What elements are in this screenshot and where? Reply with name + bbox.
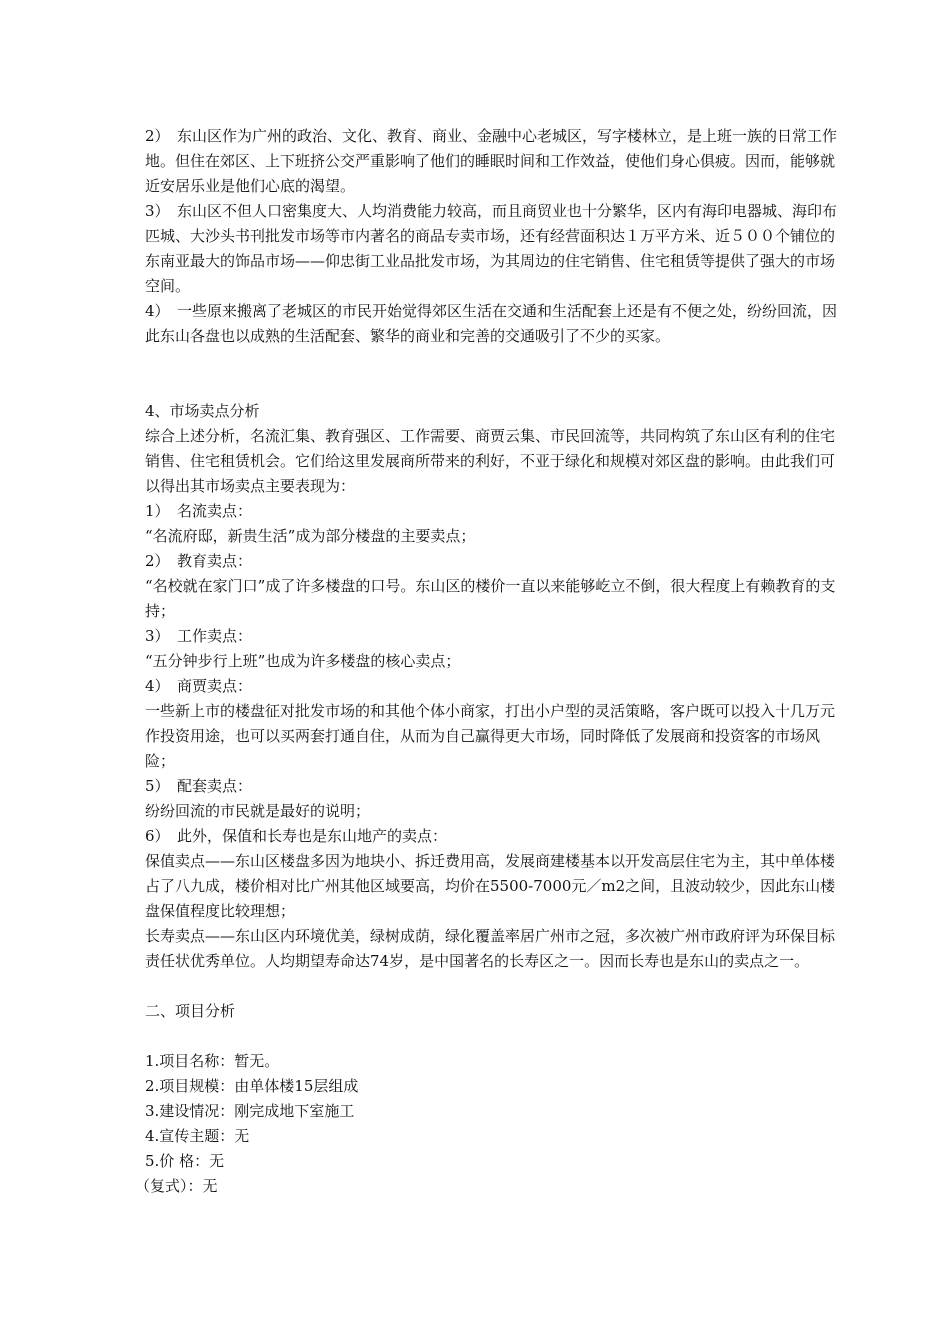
project-item: （复式）：无 — [135, 1177, 218, 1195]
paragraph-point-3: 3） 东山区不但人口密集度大、人均消费能力较高，而且商贸业也十分繁华，区内有海印电器城、海印布匹城、大沙头书刊批发市场等市内著名的商品专卖市场，还有经营面积达１万平方米、近５００个铺位的东南亚最大的饰品市场——仰忠街工业品批发市场，为其周边的住宅销售、住宅租赁等提供了强大的市场空间。 — [145, 202, 838, 295]
selling-point-line: 4） 商贾卖点： — [145, 677, 253, 695]
section-heading-market-selling-points: 4、市场卖点分析 — [145, 402, 260, 420]
paragraph-point-2: 2） 东山区作为广州的政治、文化、教育、商业、金融中心老城区，写字楼林立，是上班一族的日常工作地。但住在郊区、上下班挤公交严重影响了他们的睡眠时间和工作效益，使他们身心俱疲。因而，能够就近安居乐业是他们心底的渴望。 — [145, 127, 838, 195]
spacer — [145, 974, 845, 999]
paragraph-point-4: 4） 一些原来搬离了老城区的市民开始觉得郊区生活在交通和生活配套上还是有不便之处，纷纷回流，因此东山各盘也以成熟的生活配套、繁华的商业和完善的交通吸引了不少的买家。 — [145, 302, 838, 345]
project-item: 3.建设情况：刚完成地下室施工 — [145, 1102, 355, 1120]
selling-point-line: 3） 工作卖点： — [145, 627, 253, 645]
spacer — [145, 349, 845, 399]
project-item: 5.价 格：无 — [145, 1152, 225, 1170]
section-heading-project-analysis: 二、项目分析 — [145, 1002, 236, 1020]
selling-point-line: 2） 教育卖点： — [145, 552, 253, 570]
selling-point-line: “名校就在家门口”成了许多楼盘的口号。东山区的楼价一直以来能够屹立不倒，很大程度上有赖教育的支持； — [145, 577, 836, 620]
spacer — [145, 1024, 845, 1049]
selling-point-line: “名流府邸，新贵生活”成为部分楼盘的主要卖点； — [145, 527, 476, 545]
selling-point-line: 5） 配套卖点： — [145, 777, 253, 795]
selling-point-line: 1） 名流卖点： — [145, 502, 253, 520]
selling-point-line: 纷纷回流的市民就是最好的说明； — [145, 802, 371, 820]
selling-point-line: “五分钟步行上班”也成为许多楼盘的核心卖点； — [145, 652, 461, 670]
project-item: 4.宣传主题：无 — [145, 1127, 250, 1145]
project-item: 2.项目规模：由单体楼15层组成 — [145, 1077, 359, 1095]
project-item: 1.项目名称：暂无。 — [145, 1052, 280, 1070]
selling-point-line: 保值卖点——东山区楼盘多因为地块小、拆迁费用高，发展商建楼基本以开发高层住宅为主，其中单体楼占了八九成，楼价相对比广州其他区域要高，均价在5500-7000元／m2之间，且波动较少，因此东山楼盘保值程度比较理想； — [145, 852, 836, 920]
selling-point-line: 一些新上市的楼盘征对批发市场的和其他个体小商家，打出小户型的灵活策略，客户既可以投入十几万元作投资用途，也可以买两套打通自住，从而为自己赢得更大市场，同时降低了发展商和投资客的市场风险； — [145, 702, 836, 770]
selling-point-line: 6） 此外，保值和长寿也是东山地产的卖点： — [145, 827, 448, 845]
section-intro-paragraph: 综合上述分析，名流汇集、教育强区、工作需要、商贾云集、市民回流等，共同构筑了东山区有利的住宅销售、住宅租赁机会。它们给这里发展商所带来的利好，不亚于绿化和规模对郊区盘的影响。由此我们可以得出其市场卖点主要表现为： — [145, 427, 836, 495]
selling-point-line: 长寿卖点——东山区内环境优美，绿树成荫，绿化覆盖率居广州市之冠，多次被广州市政府评为环保目标责任状优秀单位。人均期望寿命达74岁，是中国著名的长寿区之一。因而长寿也是东山的卖点之一。 — [145, 927, 836, 970]
document-page — [135, 124, 845, 1199]
